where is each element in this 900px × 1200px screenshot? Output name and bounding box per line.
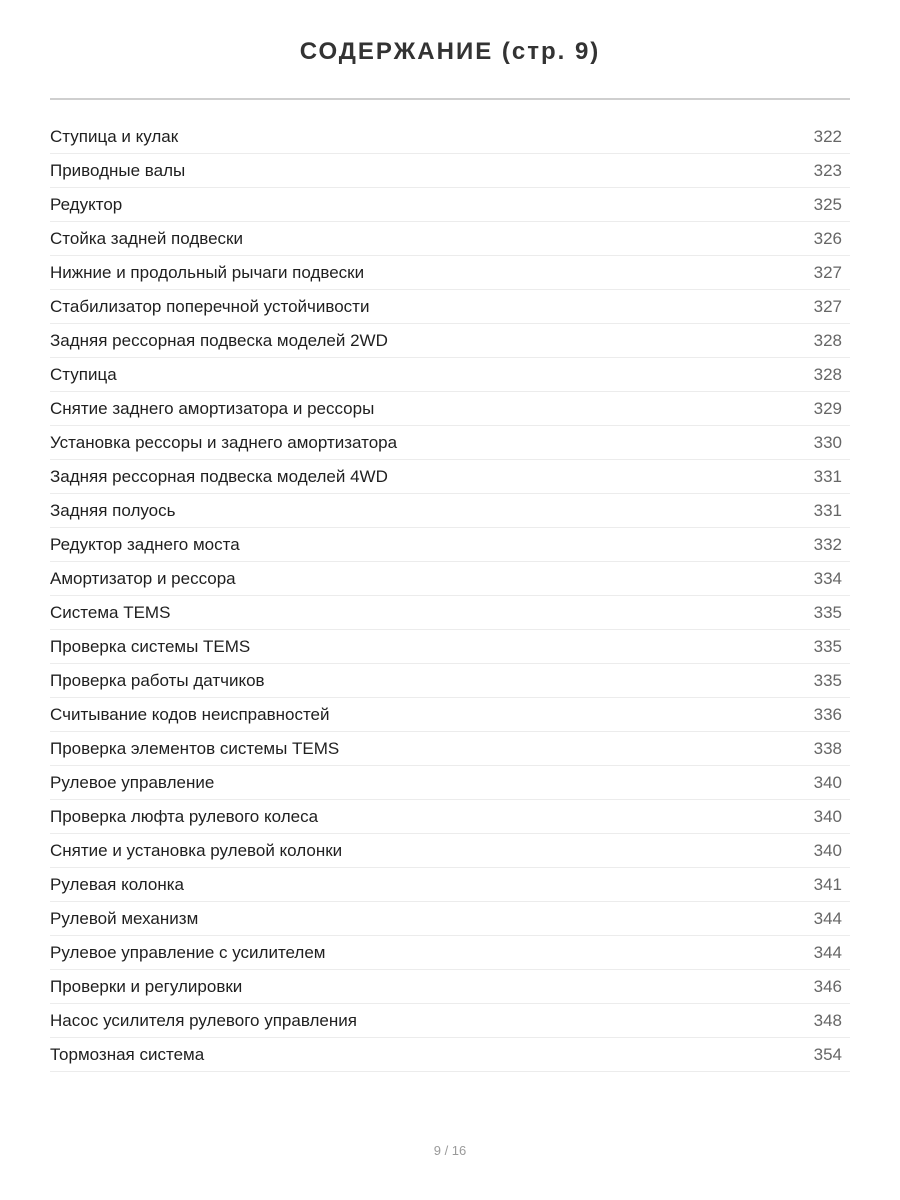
toc-entry-page-number: 327 <box>813 263 842 282</box>
toc-entry-page-number: 329 <box>813 399 842 418</box>
table-of-contents <box>50 120 850 1072</box>
toc-entry-title: Нижние и продольный рычаги подвески <box>50 263 365 282</box>
toc-entry[interactable] <box>50 188 850 222</box>
toc-entry-title: Считывание кодов неисправностей <box>50 705 330 724</box>
toc-entry[interactable] <box>50 528 850 562</box>
toc-entry-page-number: 340 <box>813 841 842 860</box>
toc-entry-page-number: 331 <box>813 467 842 486</box>
toc-entry-title: Рулевое управление с усилителем <box>50 943 326 962</box>
toc-entry-title: Рулевое управление <box>50 773 215 792</box>
toc-entry[interactable] <box>50 324 850 358</box>
toc-entry[interactable] <box>50 902 850 936</box>
toc-entry-title: Ступица <box>50 365 117 384</box>
toc-entry-page-number: 332 <box>813 535 842 554</box>
toc-entry[interactable] <box>50 426 850 460</box>
title-divider <box>50 98 850 100</box>
toc-entry-page-number: 341 <box>813 875 842 894</box>
toc-entry-page-number: 338 <box>813 739 842 758</box>
toc-entry-page-number: 323 <box>813 161 842 180</box>
toc-entry-title: Амортизатор и рессора <box>50 569 236 588</box>
toc-entry-title: Задняя полуось <box>50 501 176 520</box>
toc-entry[interactable] <box>50 698 850 732</box>
toc-entry-title: Система TEMS <box>50 603 171 622</box>
toc-entry-title: Проверка люфта рулевого колеса <box>50 807 319 826</box>
toc-entry[interactable] <box>50 154 850 188</box>
toc-entry[interactable] <box>50 392 850 426</box>
toc-entry-title: Проверка элементов системы TEMS <box>50 739 340 758</box>
toc-entry[interactable] <box>50 596 850 630</box>
toc-entry-title: Рулевой механизм <box>50 909 199 928</box>
toc-entry-title: Задняя рессорная подвеска моделей 2WD <box>50 331 388 350</box>
toc-entry[interactable] <box>50 664 850 698</box>
toc-entry[interactable] <box>50 834 850 868</box>
toc-entry[interactable] <box>50 460 850 494</box>
toc-entry-page-number: 354 <box>813 1045 842 1064</box>
toc-entry-page-number: 335 <box>813 671 842 690</box>
toc-entry-page-number: 330 <box>813 433 842 452</box>
toc-entry[interactable] <box>50 358 850 392</box>
toc-entry-title: Снятие заднего амортизатора и рессоры <box>50 399 375 418</box>
toc-entry-page-number: 326 <box>813 229 842 248</box>
toc-entry-page-number: 336 <box>813 705 842 724</box>
toc-entry-page-number: 328 <box>813 331 842 350</box>
toc-entry-title: Проверка системы TEMS <box>50 637 251 656</box>
toc-entry-title: Насос усилителя рулевого управления <box>50 1011 357 1030</box>
toc-entry-page-number: 327 <box>813 297 842 316</box>
toc-entry-page-number: 344 <box>813 943 842 962</box>
toc-entry-page-number: 348 <box>813 1011 842 1030</box>
toc-entry-page-number: 335 <box>813 603 842 622</box>
toc-entry-title: Стойка задней подвески <box>50 229 243 248</box>
toc-entry-title: Тормозная система <box>50 1045 205 1064</box>
toc-entry-title: Проверка работы датчиков <box>50 671 265 690</box>
toc-entry-title: Приводные валы <box>50 161 186 180</box>
toc-entry-page-number: 322 <box>813 127 842 146</box>
page-number: 9 / 16 <box>433 1143 467 1158</box>
toc-entry[interactable] <box>50 630 850 664</box>
toc-entry-title: Стабилизатор поперечной устойчивости <box>50 297 370 316</box>
toc-entry[interactable] <box>50 256 850 290</box>
toc-entry-title: Редуктор заднего моста <box>50 535 240 554</box>
toc-entry[interactable] <box>50 1038 850 1072</box>
toc-entry[interactable] <box>50 970 850 1004</box>
toc-entry-title: Рулевая колонка <box>50 875 184 894</box>
page-title: СОДЕРЖАНИЕ (стр. 9) <box>299 38 601 65</box>
toc-entry[interactable] <box>50 936 850 970</box>
toc-entry-page-number: 325 <box>813 195 842 214</box>
toc-entry-page-number: 328 <box>813 365 842 384</box>
toc-entry-title: Ступица и кулак <box>50 127 179 146</box>
toc-entry[interactable] <box>50 766 850 800</box>
toc-entry-title: Задняя рессорная подвеска моделей 4WD <box>50 467 388 486</box>
toc-entry[interactable] <box>50 290 850 324</box>
toc-entry-title: Снятие и установка рулевой колонки <box>50 841 343 860</box>
toc-entry-page-number: 340 <box>813 807 842 826</box>
toc-entry-page-number: 334 <box>813 569 842 588</box>
toc-entry[interactable] <box>50 562 850 596</box>
toc-entry-title: Проверки и регулировки <box>50 977 243 996</box>
toc-entry-page-number: 346 <box>813 977 842 996</box>
toc-entry-page-number: 344 <box>813 909 842 928</box>
toc-entry-title: Редуктор <box>50 195 123 214</box>
toc-entry[interactable] <box>50 120 850 154</box>
toc-entry[interactable] <box>50 800 850 834</box>
toc-entry-page-number: 331 <box>813 501 842 520</box>
toc-entry-page-number: 340 <box>813 773 842 792</box>
toc-entry[interactable] <box>50 1004 850 1038</box>
toc-entry[interactable] <box>50 732 850 766</box>
toc-entry[interactable] <box>50 494 850 528</box>
toc-entry[interactable] <box>50 222 850 256</box>
toc-entry-title: Установка рессоры и заднего амортизатора <box>50 433 398 452</box>
toc-entry-page-number: 335 <box>813 637 842 656</box>
toc-entry[interactable] <box>50 868 850 902</box>
